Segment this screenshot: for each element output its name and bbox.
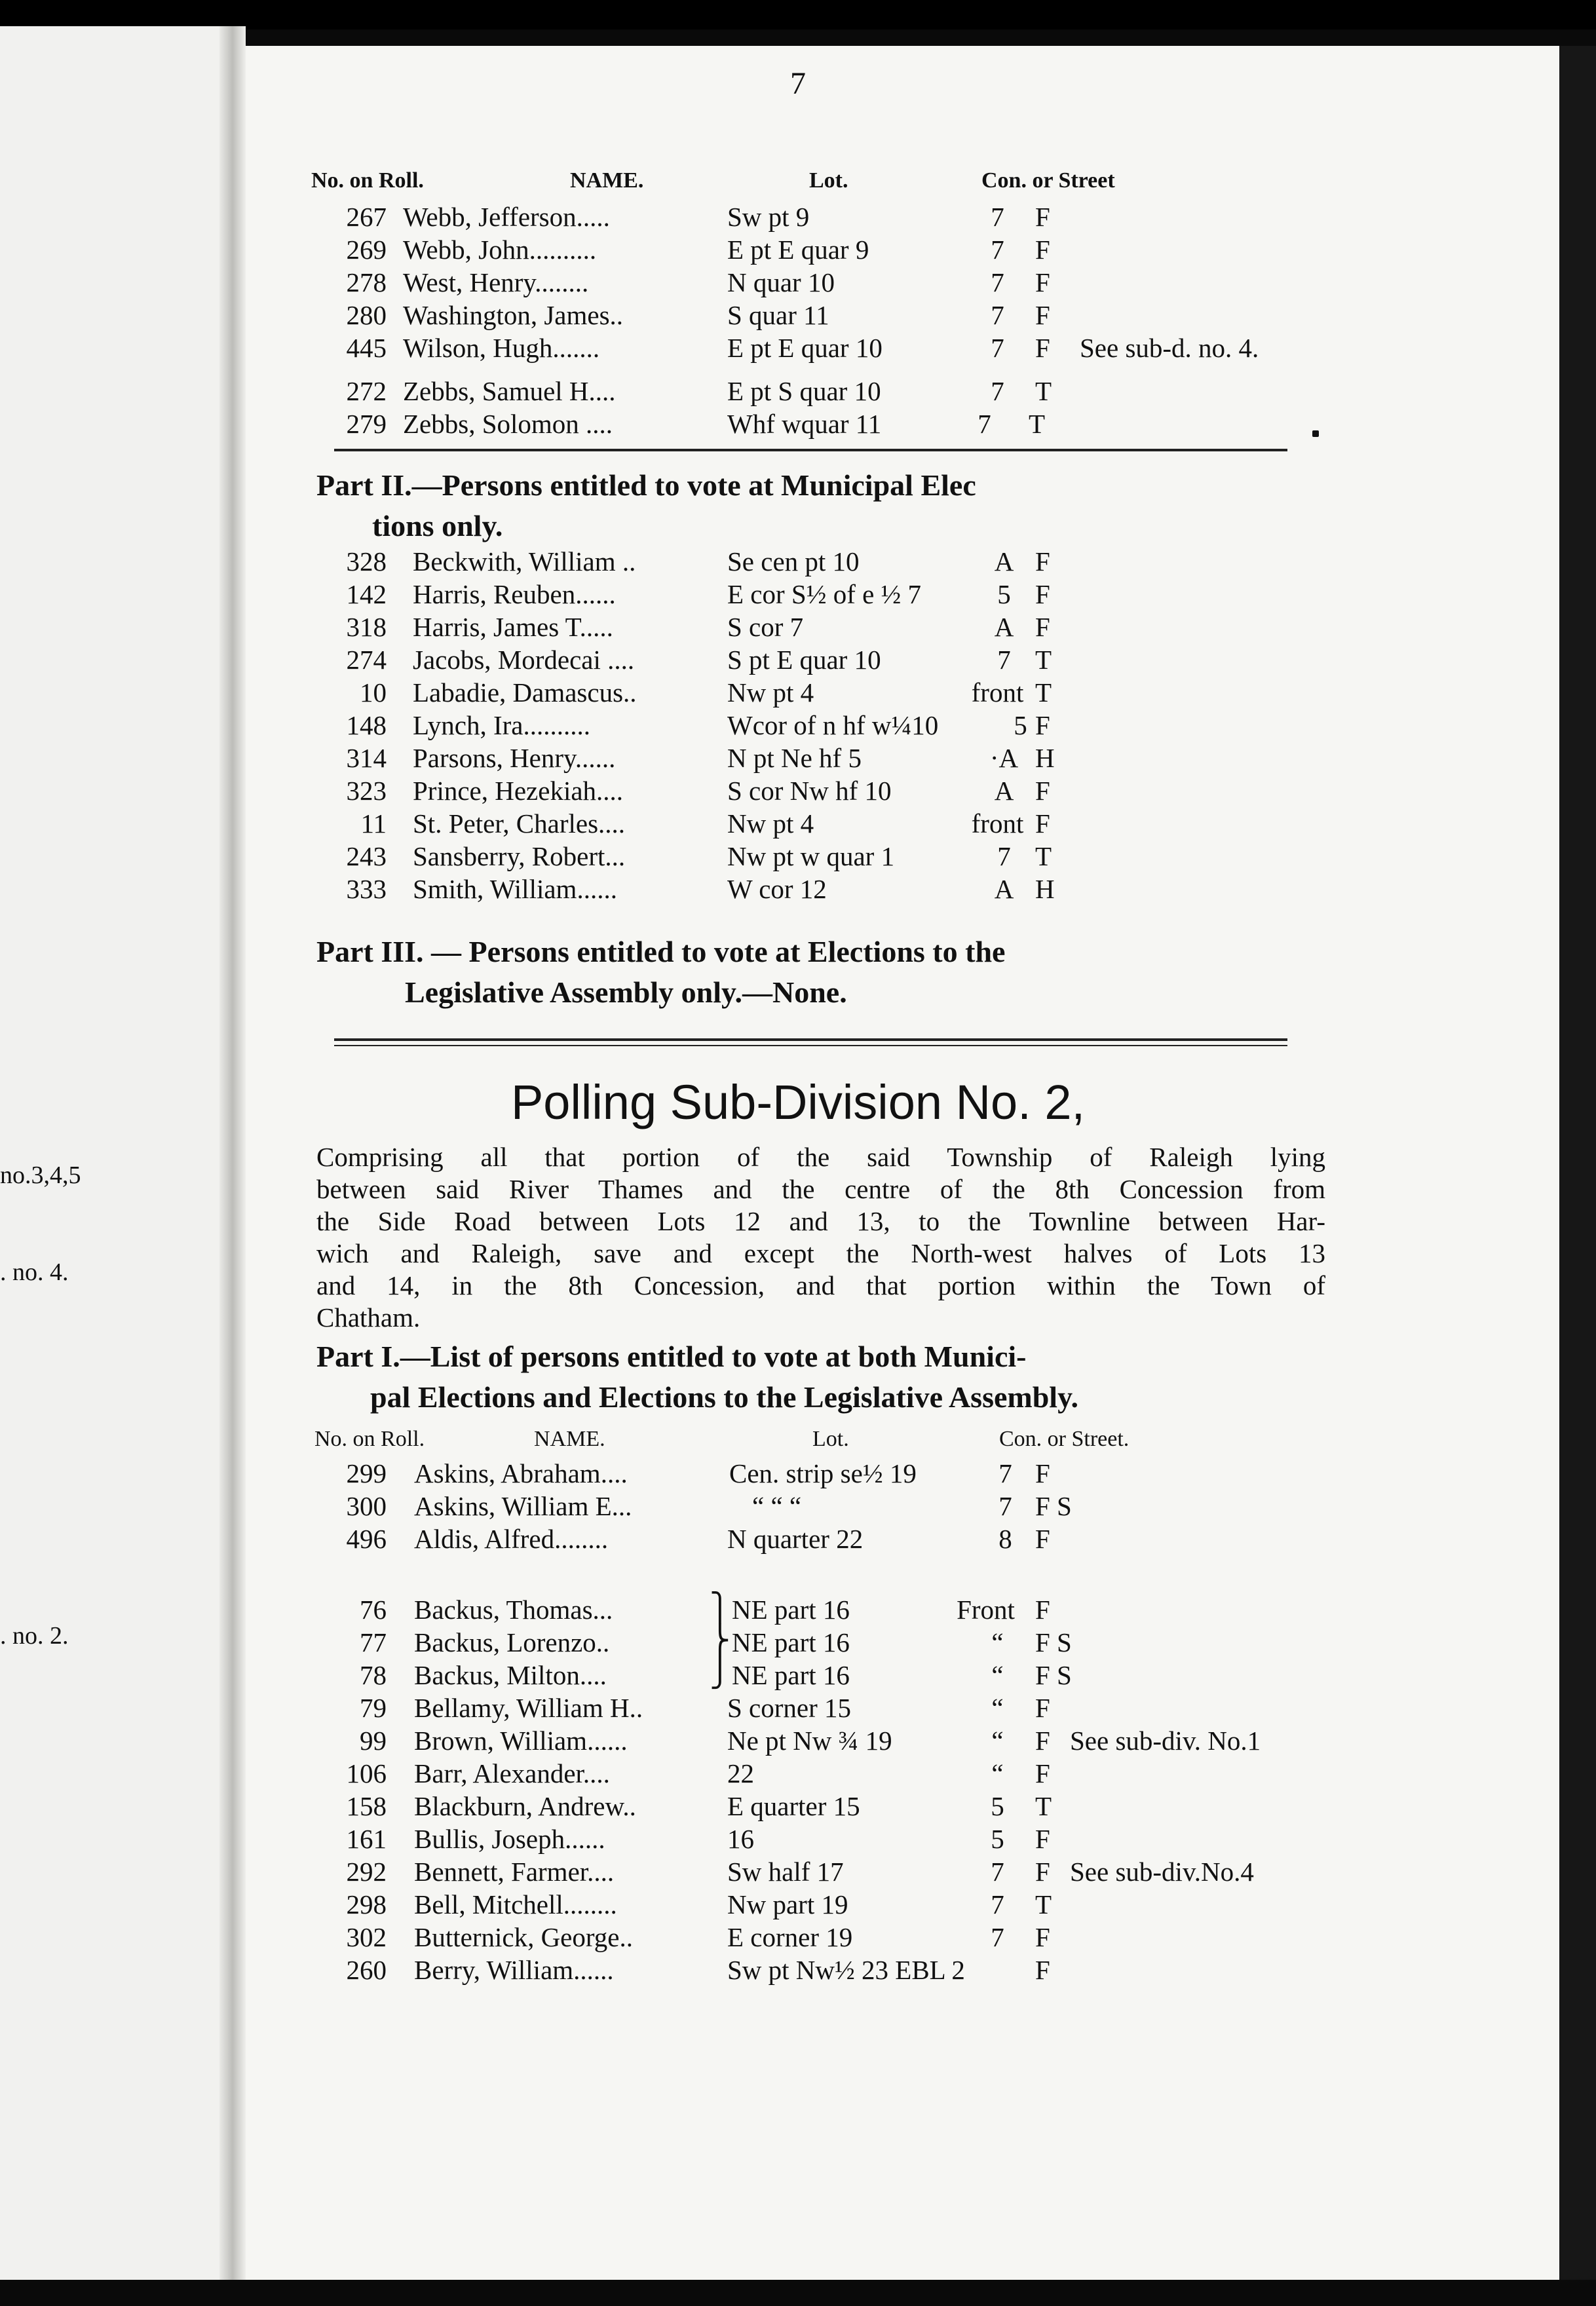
margin-fragment: . no. 2. — [0, 1622, 69, 1650]
part-heading — [316, 932, 1325, 1013]
col-header-con: Con. or Street — [981, 168, 1115, 193]
roll-number: 142 — [346, 579, 387, 609]
paragraph-line: the Side Road between Lots 12 and 13, to the Townline between Har- — [316, 1206, 1325, 1236]
page-number: 7 — [790, 66, 806, 101]
voter-name: West, Henry........ — [403, 267, 589, 297]
status: F — [1035, 808, 1050, 839]
concession: 7 — [991, 300, 1004, 330]
lot: Cen. strip se½ 19 — [729, 1458, 917, 1488]
roll-number: 300 — [346, 1491, 387, 1521]
lot: NE part 16 — [732, 1660, 850, 1690]
voter-name: Zebbs, Samuel H.... — [403, 376, 616, 406]
lot: Whf wquar 11 — [727, 409, 882, 439]
voter-name: Beckwith, William .. — [413, 546, 636, 576]
roll-number: 333 — [346, 874, 387, 904]
scan-border-right — [1559, 46, 1596, 2280]
voter-name: Prince, Hezekiah.... — [413, 776, 624, 806]
concession: 7 — [991, 1922, 1004, 1952]
concession: 7 — [997, 841, 1011, 871]
roll-number: 161 — [346, 1824, 387, 1854]
paragraph-line: wich and Raleigh, save and except the North-west halves of Lots 13 — [316, 1238, 1325, 1268]
roll-number: 243 — [346, 841, 387, 871]
concession: 7 — [991, 333, 1004, 363]
lot: NE part 16 — [732, 1627, 850, 1657]
lot: N quarter 22 — [727, 1524, 864, 1554]
roll-number: 148 — [346, 710, 387, 740]
part-heading-line: Legislative Assembly only.—None. — [405, 975, 847, 1009]
concession: “ — [991, 1758, 1004, 1788]
roll-number: 299 — [346, 1458, 387, 1488]
lot: E pt S quar 10 — [727, 376, 881, 406]
roll-number: 328 — [346, 546, 387, 576]
description-paragraph — [316, 1141, 1325, 1334]
concession: 8 — [998, 1524, 1012, 1554]
lot: “ “ “ — [752, 1491, 802, 1521]
voter-name: Backus, Lorenzo.. — [414, 1627, 610, 1657]
paragraph-line: Chatham. — [316, 1302, 421, 1333]
voter-name: Berry, William...... — [414, 1955, 614, 1985]
status: F S — [1035, 1491, 1072, 1521]
lot: Ne pt Nw ¾ 19 — [727, 1726, 892, 1756]
section-heading: Polling Sub-Division No. 2, — [510, 1075, 1086, 1129]
lot: Nw part 19 — [727, 1889, 848, 1919]
voter-name: Harris, James T..... — [413, 612, 613, 642]
lot: E corner 19 — [727, 1922, 853, 1952]
status: T — [1035, 1791, 1052, 1821]
roll-number: 11 — [360, 808, 387, 839]
roll-number: 292 — [346, 1857, 387, 1887]
facing-page — [0, 26, 229, 2280]
roll-number: 302 — [346, 1922, 387, 1952]
voter-name: St. Peter, Charles.... — [413, 808, 626, 839]
voter-name: Webb, Jefferson..... — [403, 202, 610, 232]
concession: 7 — [997, 645, 1011, 675]
voter-name: Butternick, George.. — [414, 1922, 633, 1952]
roll-number: 496 — [346, 1524, 387, 1554]
status: F — [1035, 579, 1050, 609]
paragraph-line: between said River Thames and the centre of the 8th Concession from — [316, 1174, 1325, 1204]
roll-number: 79 — [360, 1693, 387, 1723]
margin-fragment: . no. 4. — [0, 1258, 69, 1286]
status: F — [1035, 235, 1050, 265]
concession: A — [994, 612, 1014, 642]
status: T — [1035, 376, 1052, 406]
roll-number: 274 — [346, 645, 387, 675]
voter-name: Barr, Alexander.... — [414, 1758, 610, 1788]
roll-number: 158 — [346, 1791, 387, 1821]
voter-name: Webb, John.......... — [403, 235, 597, 265]
voter-name: Backus, Thomas... — [414, 1595, 613, 1625]
concession: “ — [991, 1627, 1004, 1657]
roll-number: 280 — [346, 300, 387, 330]
lot: N quar 10 — [727, 267, 835, 297]
status: F — [1035, 267, 1050, 297]
lot: S cor 7 — [727, 612, 804, 642]
concession: 7 — [998, 1491, 1012, 1521]
lot: S pt E quar 10 — [727, 645, 881, 675]
lot: E quarter 15 — [727, 1791, 860, 1821]
ink-mark — [1312, 430, 1319, 437]
voter-name: Lynch, Ira.......... — [413, 710, 590, 740]
lot: E pt E quar 10 — [727, 333, 883, 363]
lot: Wcor of n hf w¼10 — [727, 710, 939, 740]
roll-number: 323 — [346, 776, 387, 806]
col-header-name: NAME. — [534, 1427, 605, 1451]
roll-number: 314 — [346, 743, 387, 773]
roll-number: 279 — [346, 409, 387, 439]
status: T — [1035, 1889, 1052, 1919]
status: F S — [1035, 1627, 1072, 1657]
roll-number: 267 — [346, 202, 387, 232]
concession: Front — [957, 1595, 1015, 1625]
voter-name: Jacobs, Mordecai .... — [413, 645, 635, 675]
scan-border-top — [0, 0, 1596, 29]
voter-name: Backus, Milton.... — [414, 1660, 607, 1690]
status: H — [1035, 874, 1055, 904]
lot: Nw pt 4 — [727, 677, 814, 708]
voter-name: Askins, William E... — [414, 1491, 632, 1521]
lot: Sw pt 9 — [727, 202, 810, 232]
part-heading — [316, 1336, 1325, 1418]
lot: 22 — [727, 1758, 754, 1788]
bracket: ⎫ ⎬ ⎭ — [710, 1593, 731, 1689]
concession: 5 — [991, 1824, 1004, 1854]
status: T — [1035, 841, 1052, 871]
lot: S corner 15 — [727, 1693, 852, 1723]
lot: Sw pt Nw½ 23 EBL 2 — [727, 1955, 965, 1985]
voter-name: Smith, William...... — [413, 874, 617, 904]
roll-number: 10 — [360, 677, 387, 708]
roll-number: 298 — [346, 1889, 387, 1919]
lot: S cor Nw hf 10 — [727, 776, 892, 806]
status: F — [1035, 1726, 1050, 1756]
voter-name: Labadie, Damascus.. — [413, 677, 637, 708]
status: F — [1035, 1693, 1050, 1723]
divider — [334, 1038, 1287, 1041]
concession: 7 — [991, 1889, 1004, 1919]
status: F — [1035, 1524, 1050, 1554]
voter-name: Zebbs, Solomon .... — [403, 409, 613, 439]
concession: 5 — [991, 1791, 1004, 1821]
concession: A — [994, 776, 1014, 806]
cross-reference-note: See sub-div. No.1 — [1070, 1726, 1261, 1756]
status: T — [1035, 645, 1052, 675]
lot: W cor 12 — [727, 874, 827, 904]
status: F — [1035, 1595, 1050, 1625]
status: T — [1035, 677, 1052, 708]
voter-name: Askins, Abraham.... — [414, 1458, 628, 1488]
concession: 5 — [997, 579, 1011, 609]
lot: Nw pt w quar 1 — [727, 841, 895, 871]
part-heading-line: Part II.—Persons entitled to vote at Municipal Elec — [316, 468, 976, 502]
part-heading — [316, 465, 1325, 546]
roll-number: 318 — [346, 612, 387, 642]
col-header-no: No. on Roll. — [314, 1427, 425, 1451]
status: F — [1035, 300, 1050, 330]
lot: NE part 16 — [732, 1595, 850, 1625]
status: F — [1035, 1458, 1050, 1488]
concession: 5 — [1014, 710, 1027, 740]
divider — [334, 449, 1287, 451]
concession: “ — [991, 1660, 1004, 1690]
voter-name: Brown, William...... — [414, 1726, 628, 1756]
concession: 7 — [978, 409, 991, 439]
status: F — [1035, 202, 1050, 232]
voter-name: Aldis, Alfred........ — [414, 1524, 609, 1554]
concession: A — [994, 874, 1014, 904]
concession: “ — [991, 1726, 1004, 1756]
cross-reference-note: See sub-d. no. 4. — [1080, 333, 1259, 363]
status: F — [1035, 546, 1050, 576]
lot: 16 — [727, 1824, 754, 1854]
roll-number: 99 — [360, 1726, 387, 1756]
roll-number: 78 — [360, 1660, 387, 1690]
concession: 7 — [998, 1458, 1012, 1488]
status: F — [1035, 612, 1050, 642]
concession: 7 — [991, 1857, 1004, 1887]
concession: front — [971, 808, 1024, 839]
lot: Se cen pt 10 — [727, 546, 860, 576]
paragraph-line: and 14, in the 8th Concession, and that portion within the Town of — [316, 1270, 1325, 1300]
status: T — [1029, 409, 1046, 439]
voter-name: Parsons, Henry...... — [413, 743, 616, 773]
concession: A — [994, 546, 1014, 576]
roll-number: 269 — [346, 235, 387, 265]
cross-reference-note: See sub-div.No.4 — [1070, 1857, 1254, 1887]
status: F — [1035, 1922, 1050, 1952]
roll-number: 272 — [346, 376, 387, 406]
status: F — [1035, 1758, 1050, 1788]
part-heading-line: Part I.—List of persons entitled to vote at both Munici- — [316, 1340, 1027, 1373]
concession: 7 — [991, 235, 1004, 265]
status: F — [1035, 333, 1050, 363]
lot: Nw pt 4 — [727, 808, 814, 839]
concession: front — [971, 677, 1024, 708]
col-header-no: No. on Roll. — [311, 168, 424, 193]
lot: E cor S½ of e ½ 7 — [727, 579, 922, 609]
col-header-name: NAME. — [570, 168, 644, 193]
status: F — [1035, 776, 1050, 806]
part-heading-line: tions only. — [372, 509, 503, 542]
part-heading-line: pal Elections and Elections to the Legislative Assembly. — [370, 1380, 1079, 1414]
status: H — [1035, 743, 1055, 773]
status: F — [1035, 1824, 1050, 1854]
voter-name: Bell, Mitchell........ — [414, 1889, 617, 1919]
page-gutter — [219, 26, 246, 2280]
voter-name: Washington, James.. — [403, 300, 624, 330]
concession: “ — [991, 1693, 1004, 1723]
col-header-con: Con. or Street. — [999, 1427, 1130, 1451]
status: F — [1035, 1857, 1050, 1887]
voter-name: Sansberry, Robert... — [413, 841, 626, 871]
divider — [334, 1045, 1287, 1046]
voter-name: Bullis, Joseph...... — [414, 1824, 605, 1854]
status: F — [1035, 710, 1050, 740]
lot: E pt E quar 9 — [727, 235, 869, 265]
lot: Sw half 17 — [727, 1857, 844, 1887]
lot: N pt Ne hf 5 — [727, 743, 862, 773]
concession: 7 — [991, 376, 1004, 406]
roll-number: 260 — [346, 1955, 387, 1985]
roll-number: 445 — [346, 333, 387, 363]
paragraph-line: Comprising all that portion of the said Township of Raleigh lying — [316, 1142, 1325, 1172]
voter-name: Bellamy, William H.. — [414, 1693, 643, 1723]
voter-name: Harris, Reuben...... — [413, 579, 616, 609]
roll-number: 278 — [346, 267, 387, 297]
lot: S quar 11 — [727, 300, 829, 330]
voter-name: Blackburn, Andrew.. — [414, 1791, 636, 1821]
concession: 7 — [991, 267, 1004, 297]
roll-number: 76 — [360, 1595, 387, 1625]
part-heading-line: Part III. — Persons entitled to vote at Elections to the — [316, 935, 1006, 968]
status: F — [1035, 1955, 1050, 1985]
col-header-lot: Lot. — [809, 168, 848, 193]
concession: 7 — [991, 202, 1004, 232]
roll-number: 77 — [360, 1627, 387, 1657]
concession: ·A — [989, 743, 1019, 773]
status: F S — [1035, 1660, 1072, 1690]
voter-name: Bennett, Farmer.... — [414, 1857, 615, 1887]
col-header-lot: Lot. — [812, 1427, 849, 1451]
voter-name: Wilson, Hugh....... — [403, 333, 600, 363]
roll-number: 106 — [346, 1758, 387, 1788]
margin-fragment: no.3,4,5 — [0, 1162, 81, 1189]
